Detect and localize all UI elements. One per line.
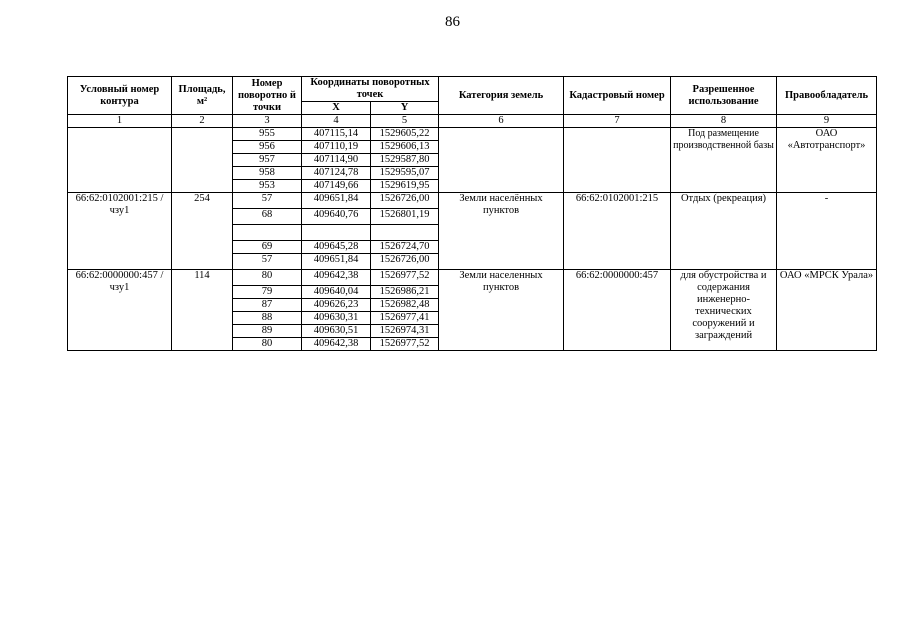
y-coordinate: 1529619,95 (371, 180, 439, 193)
column-number: 8 (671, 115, 777, 128)
x-coordinate: 409642,38 (302, 270, 371, 286)
column-number: 2 (172, 115, 233, 128)
x-coordinate: 409642,38 (302, 338, 371, 351)
page-number: 86 (445, 14, 460, 30)
point-number: 57 (233, 193, 302, 209)
area-cell (172, 128, 233, 193)
column-number: 5 (371, 115, 439, 128)
use-cell: Отдых (рекреация) (671, 193, 777, 270)
header-use: Разрешенное использование (671, 77, 777, 115)
table-row (68, 128, 877, 141)
owner-cell: - (777, 193, 877, 270)
point-number: 953 (233, 180, 302, 193)
use-cell: для обустройства и содержания инженерно-технических сооружений и заграждений (671, 270, 777, 351)
point-number (233, 225, 302, 241)
y-coordinate: 1529605,22 (371, 128, 439, 141)
y-coordinate: 1526724,70 (371, 241, 439, 254)
cadastral-cell: 66:62:0000000:457 (564, 270, 671, 351)
area-cell: 114 (172, 270, 233, 351)
y-coordinate: 1529606,13 (371, 141, 439, 154)
cadastral-cell (564, 128, 671, 193)
table-row (68, 270, 877, 286)
y-coordinate: 1526726,00 (371, 254, 439, 270)
column-number: 1 (68, 115, 172, 128)
header-owner: Правообладатель (777, 77, 877, 115)
point-number: 80 (233, 270, 302, 286)
y-coordinate (371, 225, 439, 241)
header-area: Площадь, м² (172, 77, 233, 115)
y-coordinate: 1526801,19 (371, 209, 439, 225)
x-coordinate (302, 225, 371, 241)
point-number: 80 (233, 338, 302, 351)
land-plots-table (67, 76, 877, 351)
header-row-1 (68, 77, 877, 102)
y-coordinate: 1526982,48 (371, 299, 439, 312)
category-cell (439, 128, 564, 193)
y-coordinate: 1526977,52 (371, 338, 439, 351)
y-coordinate: 1526986,21 (371, 286, 439, 299)
column-number-row (68, 115, 877, 128)
point-number: 958 (233, 167, 302, 180)
owner-cell: ОАО «Автотранспорт» (777, 128, 877, 193)
y-coordinate: 1526974,31 (371, 325, 439, 338)
x-coordinate: 407124,78 (302, 167, 371, 180)
column-number: 4 (302, 115, 371, 128)
point-number: 955 (233, 128, 302, 141)
header-contour: Условный номер контура (68, 77, 172, 115)
x-coordinate: 409630,51 (302, 325, 371, 338)
x-coordinate: 409640,04 (302, 286, 371, 299)
y-coordinate: 1526726,00 (371, 193, 439, 209)
point-number: 57 (233, 254, 302, 270)
contour-cell: 66:62:0000000:457 /чзу1 (68, 270, 172, 351)
header-coords: Координаты поворотных точек (302, 77, 439, 102)
owner-cell: ОАО «МРСК Урала» (777, 270, 877, 351)
category-cell: Земли населенных пунктов (439, 270, 564, 351)
y-coordinate: 1526977,52 (371, 270, 439, 286)
x-coordinate: 409651,84 (302, 254, 371, 270)
point-number: 69 (233, 241, 302, 254)
x-coordinate: 409626,23 (302, 299, 371, 312)
y-coordinate: 1529595,07 (371, 167, 439, 180)
table-row (68, 193, 877, 209)
header-x: X (302, 102, 371, 115)
point-number: 79 (233, 286, 302, 299)
use-cell: Под размещение производственной базы (671, 128, 777, 193)
x-coordinate: 407115,14 (302, 128, 371, 141)
x-coordinate: 407110,19 (302, 141, 371, 154)
area-cell: 254 (172, 193, 233, 270)
point-number: 89 (233, 325, 302, 338)
x-coordinate: 409651,84 (302, 193, 371, 209)
column-number: 6 (439, 115, 564, 128)
point-number: 88 (233, 312, 302, 325)
x-coordinate: 409630,31 (302, 312, 371, 325)
category-cell: Земли населённых пунктов (439, 193, 564, 270)
x-coordinate: 409645,28 (302, 241, 371, 254)
header-point: Номер поворотно й точки (233, 77, 302, 115)
x-coordinate: 409640,76 (302, 209, 371, 225)
point-number: 957 (233, 154, 302, 167)
column-number: 9 (777, 115, 877, 128)
column-number: 3 (233, 115, 302, 128)
y-coordinate: 1526977,41 (371, 312, 439, 325)
point-number: 87 (233, 299, 302, 312)
x-coordinate: 407149,66 (302, 180, 371, 193)
header-cadastral: Кадастровый номер (564, 77, 671, 115)
column-number: 7 (564, 115, 671, 128)
contour-cell (68, 128, 172, 193)
header-category: Категория земель (439, 77, 564, 115)
y-coordinate: 1529587,80 (371, 154, 439, 167)
x-coordinate: 407114,90 (302, 154, 371, 167)
header-y: Y (371, 102, 439, 115)
contour-cell: 66:62:0102001:215 /чзу1 (68, 193, 172, 270)
point-number: 956 (233, 141, 302, 154)
cadastral-cell: 66:62:0102001:215 (564, 193, 671, 270)
point-number: 68 (233, 209, 302, 225)
